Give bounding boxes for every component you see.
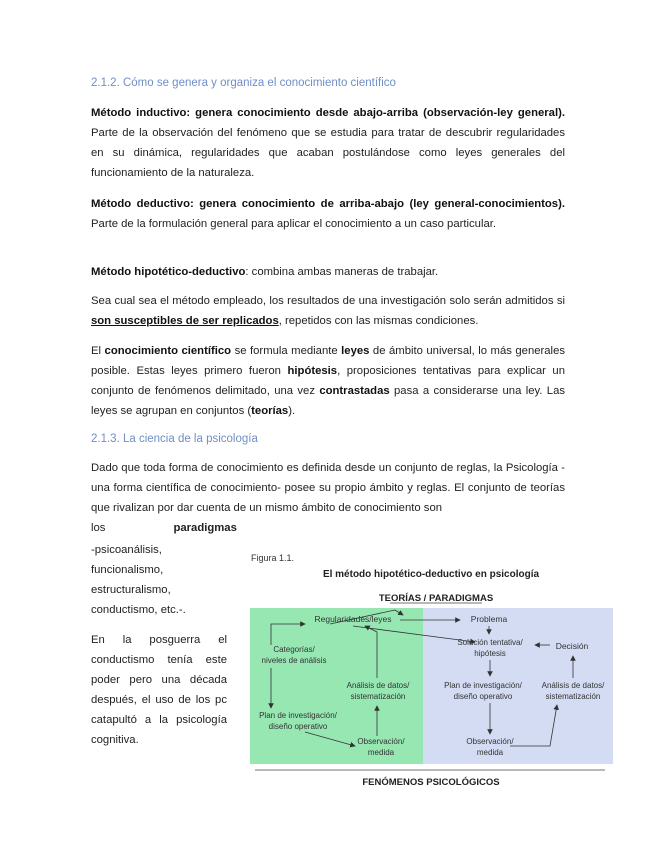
figure-label: Figura 1.1. (251, 553, 295, 563)
paradigmas-line (91, 518, 237, 538)
node-categorias-2: niveles de análisis (261, 656, 327, 665)
k-text-11: ). (288, 405, 296, 417)
paradigm-item: funcionalismo, (91, 564, 164, 576)
phenomena-label: FENÓMENOS PSICOLÓGICOS (362, 777, 500, 788)
k-text-3: se formula mediante (231, 345, 342, 357)
paradigmas-term: paradigmas (173, 522, 237, 534)
deductive-text: Parte de la formulación general para aplicar el conocimiento a un caso particular. (91, 218, 497, 230)
replication-text-b: , repetidos con las mismas condiciones. (278, 315, 479, 327)
k-term-conocimiento: conocimiento científico (104, 345, 232, 357)
node-solucion-1: Solución tentativa/ (457, 638, 523, 647)
node-observacion-right-2: medida (476, 748, 504, 757)
paragraph-deductive (91, 194, 565, 234)
node-observacion-left-2: medida (367, 748, 395, 757)
hypothetico-deductive-text: : combina ambas maneras de trabajar. (245, 266, 439, 278)
node-analisis-right-2: sistematización (545, 692, 601, 701)
hypothetico-deductive-term: Método hipotético-deductivo (91, 266, 246, 278)
replication-text-a: Sea cual sea el método empleado, los resultados de una investigación solo serán admitidos si (91, 295, 565, 307)
paradigm-list (91, 540, 227, 620)
inductive-term: Método inductivo: genera conocimiento desde abajo-arriba (observación-ley general). (91, 107, 565, 119)
node-regularidades: Regularidades/leyes (314, 614, 392, 624)
k-text-9: pasa a considerarse una ley. Las leyes se agrupan en conjuntos ( (91, 385, 566, 417)
k-term-leyes: leyes (341, 345, 370, 357)
los-word: los (91, 522, 106, 534)
deductive-term: Método deductivo: genera conocimiento de arriba-abajo (ley general-conocimientos). (91, 198, 565, 210)
paradigm-item: -psicoanálisis, (91, 544, 162, 556)
node-observacion-right-1: Observación/ (466, 737, 514, 746)
node-plan-right-2: diseño operativo (453, 692, 513, 701)
node-observacion-left-1: Observación/ (357, 737, 405, 746)
k-text-7: , proposiciones tentativas para explicar un conjunto de fenómenos delimitado, una vez (91, 365, 565, 397)
hypothetico-deductive-figure (245, 560, 625, 800)
node-plan-left-1: Plan de investigación/ (259, 711, 337, 720)
paragraph-scientific-knowledge (91, 341, 565, 421)
paragraph-inductive (91, 103, 565, 183)
k-text-5: de ámbito universal, lo más generales posible. Estas leyes primero fueron (91, 345, 565, 377)
node-analisis-left-2: sistematización (350, 692, 406, 701)
node-decision: Decisión (555, 641, 589, 651)
inductive-text: Parte de la observación del fenómeno que se estudia para tratar de descubrir regularidades en su dinámica, regularidades que acaban postulándose como leyes generales del funcionamiento de la naturaleza. (91, 127, 565, 179)
paragraph-hypothetico-deductive (91, 262, 565, 282)
k-term-hipotesis: hipótesis (287, 365, 338, 377)
node-plan-right-1: Plan de investigación/ (444, 681, 522, 690)
k-text-1: El (91, 345, 105, 357)
k-term-contrastadas: contrastadas (319, 385, 390, 397)
figure-title: El método hipotético-deductivo en psicología (322, 569, 540, 580)
node-analisis-right-1: Análisis de datos/ (541, 681, 605, 690)
section-heading-conocimiento: 2.1.2. Cómo se genera y organiza el conocimiento científico (91, 77, 396, 89)
node-solucion-2: hipótesis (474, 649, 506, 658)
section-heading-psicologia: 2.1.3. La ciencia de la psicología (91, 433, 258, 445)
theories-label: TEORÍAS / PARADIGMAS (378, 593, 494, 604)
node-categorias-1: Categorías/ (273, 645, 315, 654)
paradigm-item: conductismo, etc.-. (91, 604, 186, 616)
paragraph-replication (91, 291, 565, 331)
paragraph-posguerra: En la posguerra el conductismo tenía este poder pero una década después, el uso de los pc catapultó a la psicología cognitiva. (91, 634, 227, 746)
replication-emphasis: son susceptibles de ser replicados (91, 315, 279, 327)
node-problema: Problema (470, 614, 508, 624)
paradigm-item: estructuralismo, (91, 584, 171, 596)
node-analisis-left-1: Análisis de datos/ (346, 681, 410, 690)
paragraph-psychology-intro: Dado que toda forma de conocimiento es definida desde un conjunto de reglas, la Psicología -una forma científica de conocimiento- posee su propio ámbito y reglas. El conjunto de teorías que rivalizan por dar cuenta de un mismo ámbito de conocimiento son (91, 462, 565, 514)
node-plan-left-2: diseño operativo (268, 722, 328, 731)
k-term-teorias: teorías (251, 405, 289, 417)
